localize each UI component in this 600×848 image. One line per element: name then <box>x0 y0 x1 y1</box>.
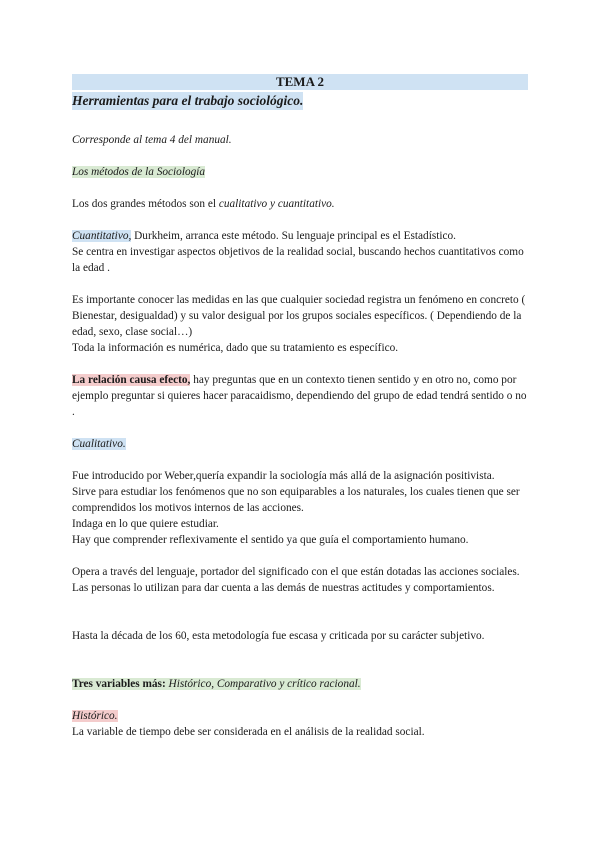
quant-paragraph <box>72 228 528 276</box>
quant-line1: Durkheim, arranca este método. Su lenguaje principal es el Estadístico. <box>131 230 456 242</box>
three-variables-label: Tres variables más: <box>72 678 166 690</box>
qual-line2: Sirve para estudiar los fenómenos que no son equiparables a los naturales, los cuales tienen que ser comprendidos los motivos internos de las acciones. <box>72 486 520 514</box>
intro-text: Corresponde al tema 4 del manual. <box>72 134 232 146</box>
section-methods-label: Los métodos de la Sociología <box>72 166 206 178</box>
cause-effect-label: La relación causa efecto, <box>72 374 191 386</box>
qual-line4: Hay que comprender reflexivamente el sentido ya que guía el comportamiento humano. <box>72 534 469 546</box>
cause-effect-paragraph <box>72 372 528 420</box>
qual-heading <box>72 436 528 452</box>
section-methods-heading <box>72 164 528 180</box>
methods-paragraph <box>72 196 528 212</box>
methods-text: Los dos grandes métodos son el <box>72 198 219 210</box>
three-variables-paragraph <box>72 676 528 692</box>
title-block <box>72 74 528 110</box>
methods-text-italic: cualitativo y cuantitativo. <box>218 198 335 210</box>
quant-paragraph-2 <box>72 292 528 356</box>
quant-line2: Se centra en investigar aspectos objetivos de la realidad social, buscando hechos cuantitativos como la edad . <box>72 246 524 274</box>
cause-effect-text: hay preguntas que en un contexto tienen sentido y en otro no, como por ejemplo preguntar si quieres hacer paracaidismo, dependiendo del grupo de edad tendrá sentido o no . <box>72 374 527 418</box>
qual-paragraph-3 <box>72 628 528 644</box>
qual-para2: Opera a través del lenguaje, portador del significado con el que están dotadas las acciones sociales. Las personas lo utilizan para dar cuenta a las demás de nuestras actitudes y comportamientos. <box>72 566 520 594</box>
qual-paragraph-2 <box>72 564 528 596</box>
quant-para2b: Toda la información es numérica, dado que su tratamiento es específico. <box>72 342 399 354</box>
qual-label: Cualitativo. <box>72 438 126 450</box>
qual-paragraph <box>72 468 528 548</box>
historic-paragraph <box>72 708 528 740</box>
historic-text: La variable de tiempo debe ser considerada en el análisis de la realidad social. <box>72 726 425 738</box>
historic-label: Histórico. <box>72 710 118 722</box>
qual-line1: Fue introducido por Weber,quería expandir la sociología más allá de la asignación positivista. <box>72 470 495 482</box>
three-variables-italic: Histórico, Comparativo y crítico racional. <box>165 678 361 690</box>
qual-para3: Hasta la década de los 60, esta metodología fue escasa y criticada por su carácter subjetivo. <box>72 630 485 642</box>
page-subtitle: Herramientas para el trabajo sociológico. <box>72 93 304 108</box>
quant-label: Cuantitativo, <box>72 230 132 242</box>
quant-para2: Es importante conocer las medidas en las que cualquier sociedad registra un fenómeno en concreto ( Bienestar, desigualdad) y su valor desigual por los grupos sociales específicos. ( Dependiendo de la edad, sexo, clase social…) <box>72 294 526 338</box>
page-title: TEMA 2 <box>72 74 528 90</box>
qual-line3: Indaga en lo que quiere estudiar. <box>72 518 219 530</box>
